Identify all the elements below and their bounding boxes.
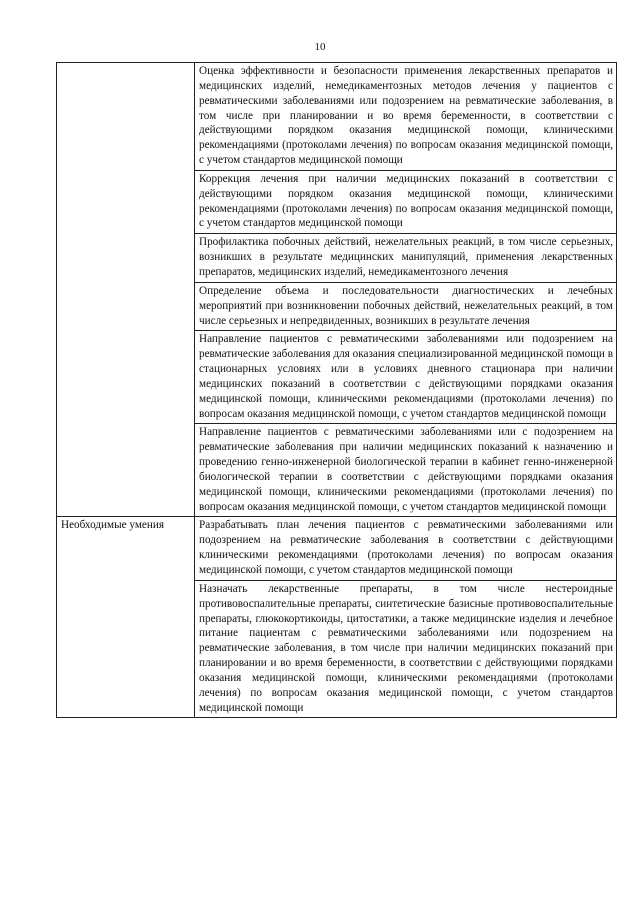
- action-cell: Коррекция лечения при наличии медицинских показаний в соответствии с действующими порядком оказания медицинской помощи, клиническими рекомендациями (протоколами лечения) по вопросам оказания медицинской помощи, с учетом стандартов медицинской помощи: [195, 170, 617, 233]
- skill-cell: Разрабатывать план лечения пациентов с ревматическими заболеваниями или подозрением на ревматические заболевания в соответствии с действующими клиническими рекомендациями (протоколами лечения) по вопросам оказания медицинской помощи, с учетом стандартов медицинской помощи: [195, 517, 617, 580]
- action-cell: Направление пациентов с ревматическими заболеваниями или подозрением на ревматические заболевания для оказания специализированной медицинской помощи в стационарных условиях или в условиях дневного стационара при наличии медицинских показаний в соответствии с действующими порядками оказания медицинской помощи, клиническими рекомендациями (протоколами лечения) по вопросам оказания медицинской помощи, с учетом стандартов медицинской помощи: [195, 331, 617, 424]
- row-label-cell: Необходимые умения: [57, 517, 195, 718]
- skill-cell: Назначать лекарственные препараты, в том числе нестероидные противовоспалительные препараты, синтетические базисные противовоспалительные препараты, глюкокортикоиды, цитостатики, а также медицинские изделия и лечебное питание пациентам с ревматическими заболеваниями или подозрением на ревматические заболевания, в том числе при наличии медицинских показаний при планировании и во время беременности, в соответствии с действующими порядками оказания медицинской помощи, клиническими рекомендациями (протоколами лечения) по вопросам оказания медицинской помощи, с учетом стандартов медицинской помощи: [195, 580, 617, 718]
- row-label-cell: [57, 63, 195, 517]
- page-number: 10: [314, 41, 326, 53]
- action-cell: Профилактика побочных действий, нежелательных реакций, в том числе серьезных, возникших в результате медицинских манипуляций, применения лекарственных препаратов, медицинских изделий, немедикаментозного лечения: [195, 234, 617, 283]
- action-cell: Определение объема и последовательности диагностических и лечебных мероприятий при возникновении побочных действий, нежелательных реакций, в том числе серьезных и непредвиденных, возникших в результате лечения: [195, 282, 617, 331]
- labor-functions-table: [56, 62, 617, 718]
- table-row: [57, 63, 617, 171]
- action-cell: Направление пациентов с ревматическими заболеваниями или с подозрением на ревматические заболевания при наличии медицинских показаний к назначению и проведению генно-инженерной биологической терапии в кабинет генно-инженерной биологической терапии в соответствии с действующими порядками оказания медицинской помощи, клиническими рекомендациями (протоколами лечения) по вопросам оказания медицинской помощи, с учетом стандартов медицинской помощи: [195, 424, 617, 517]
- action-cell: Оценка эффективности и безопасности применения лекарственных препаратов и медицинских изделий, немедикаментозных методов лечения у пациентов с ревматическими заболеваниями или подозрением на ревматические заболевания, в том числе при планировании и во время беременности, в соответствии с действующими порядком оказания медицинской помощи, клиническими рекомендациями (протоколами лечения) по вопросам оказания медицинской помощи, с учетом стандартов медицинской помощи: [195, 63, 617, 171]
- table-row: [57, 517, 617, 580]
